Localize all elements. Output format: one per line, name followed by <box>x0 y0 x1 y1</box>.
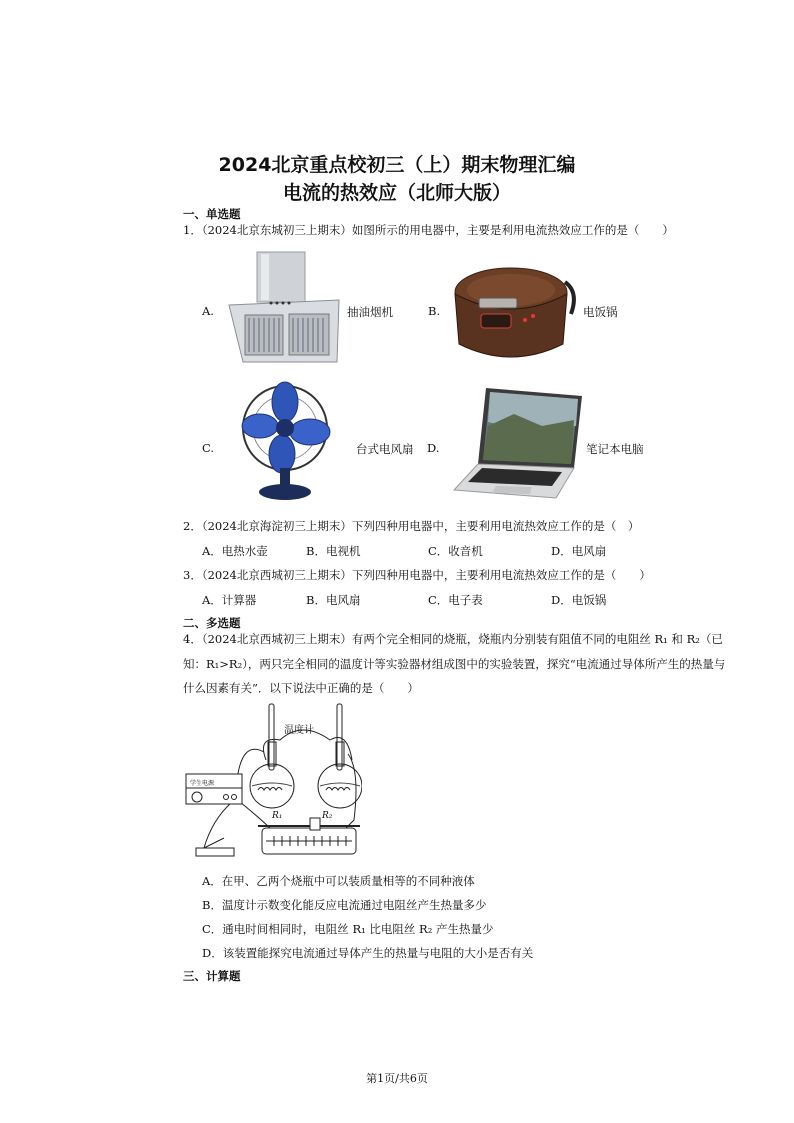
section-heading-multiple-choice: 二、多选题 <box>183 616 241 630</box>
q1-option-b-name: 电饭锅 <box>583 305 618 319</box>
question-1-stem: 1．（2024北京东城初三上期末）如图所示的用电器中，主要是利用电流热效应工作的是（ ） <box>183 223 674 237</box>
section-heading-calculation: 三、计算题 <box>183 969 241 983</box>
page-title: 2024北京重点校初三（上）期末物理汇编 <box>218 154 576 176</box>
q4-option-a: A．在甲、乙两个烧瓶中可以装质量相等的不同种液体 <box>202 874 475 888</box>
section-heading-single-choice: 一、单选题 <box>183 207 241 221</box>
q3-option-d: D．电饭锅 <box>551 593 607 607</box>
q1-option-d-letter: D. <box>427 441 440 455</box>
page-footer: 第1页/共6页 <box>366 1072 428 1085</box>
experiment-circuit-diagram <box>182 700 362 862</box>
question-2-stem: 2．（2024北京海淀初三上期末）下列四种用电器中，主要利用电流热效应工作的是（ ） <box>183 519 640 533</box>
q2-option-b: B．电视机 <box>306 544 361 558</box>
resistor-coil-r1 <box>258 788 282 791</box>
range-hood-image <box>225 250 343 368</box>
q3-option-c: C．电子表 <box>428 593 483 607</box>
q4-option-b: B．温度计示数变化能反应电流通过电阻丝产生热量多少 <box>202 898 487 912</box>
thermometer-left <box>269 704 274 770</box>
q2-option-c: C．收音机 <box>428 544 483 558</box>
q1-option-c-letter: C. <box>202 441 215 455</box>
resistor-coil-r2 <box>326 788 350 791</box>
r1-label: R₁ <box>272 811 283 821</box>
rice-cooker-image <box>445 252 580 370</box>
power-supply-label: 学生电源 <box>190 780 215 787</box>
q4-option-c: C．通电时间相同时，电阻丝 R₁ 比电阻丝 R₂ 产生热量少 <box>202 922 494 936</box>
r2-label: R₂ <box>322 811 333 821</box>
question-4-stem-line1: 4．（2024北京西城初三上期末）有两个完全相同的烧瓶，烧瓶内分别装有阻值不同的电阻丝 R₁ 和 R₂（已 <box>183 632 723 646</box>
question-3-stem: 3．（2024北京西城初三上期末）下列四种用电器中，主要利用电流热效应工作的是（ ） <box>183 568 651 582</box>
question-4-stem-line3: 什么因素有关”．以下说法中正确的是（ ） <box>183 681 419 695</box>
laptop-image <box>452 386 584 504</box>
q4-option-d: D．该装置能探究电流通过导体产生的热量与电阻的大小是否有关 <box>202 946 534 960</box>
q1-option-b-letter: B. <box>428 304 441 318</box>
q1-option-a-name: 抽油烟机 <box>347 305 393 319</box>
switch <box>196 848 234 856</box>
q1-option-d-name: 笔记本电脑 <box>586 442 644 456</box>
q2-option-d: D．电风扇 <box>551 544 607 558</box>
q2-option-a: A．电热水壶 <box>202 544 268 558</box>
thermometer-label: 温度计 <box>284 725 314 736</box>
desk-fan-image <box>240 380 335 505</box>
flask-left <box>250 764 294 808</box>
question-4-stem-line2: 知：R₁>R₂），两只完全相同的温度计等实验器材组成图中的实验装置，探究“电流通过导体所产生的热量与 <box>183 657 726 671</box>
page-subtitle: 电流的热效应（北师大版） <box>282 182 511 204</box>
q3-option-a: A．计算器 <box>202 593 257 607</box>
q1-option-a-letter: A. <box>202 304 214 318</box>
q1-option-c-name: 台式电风扇 <box>356 442 414 456</box>
q3-option-b: B．电风扇 <box>306 593 361 607</box>
